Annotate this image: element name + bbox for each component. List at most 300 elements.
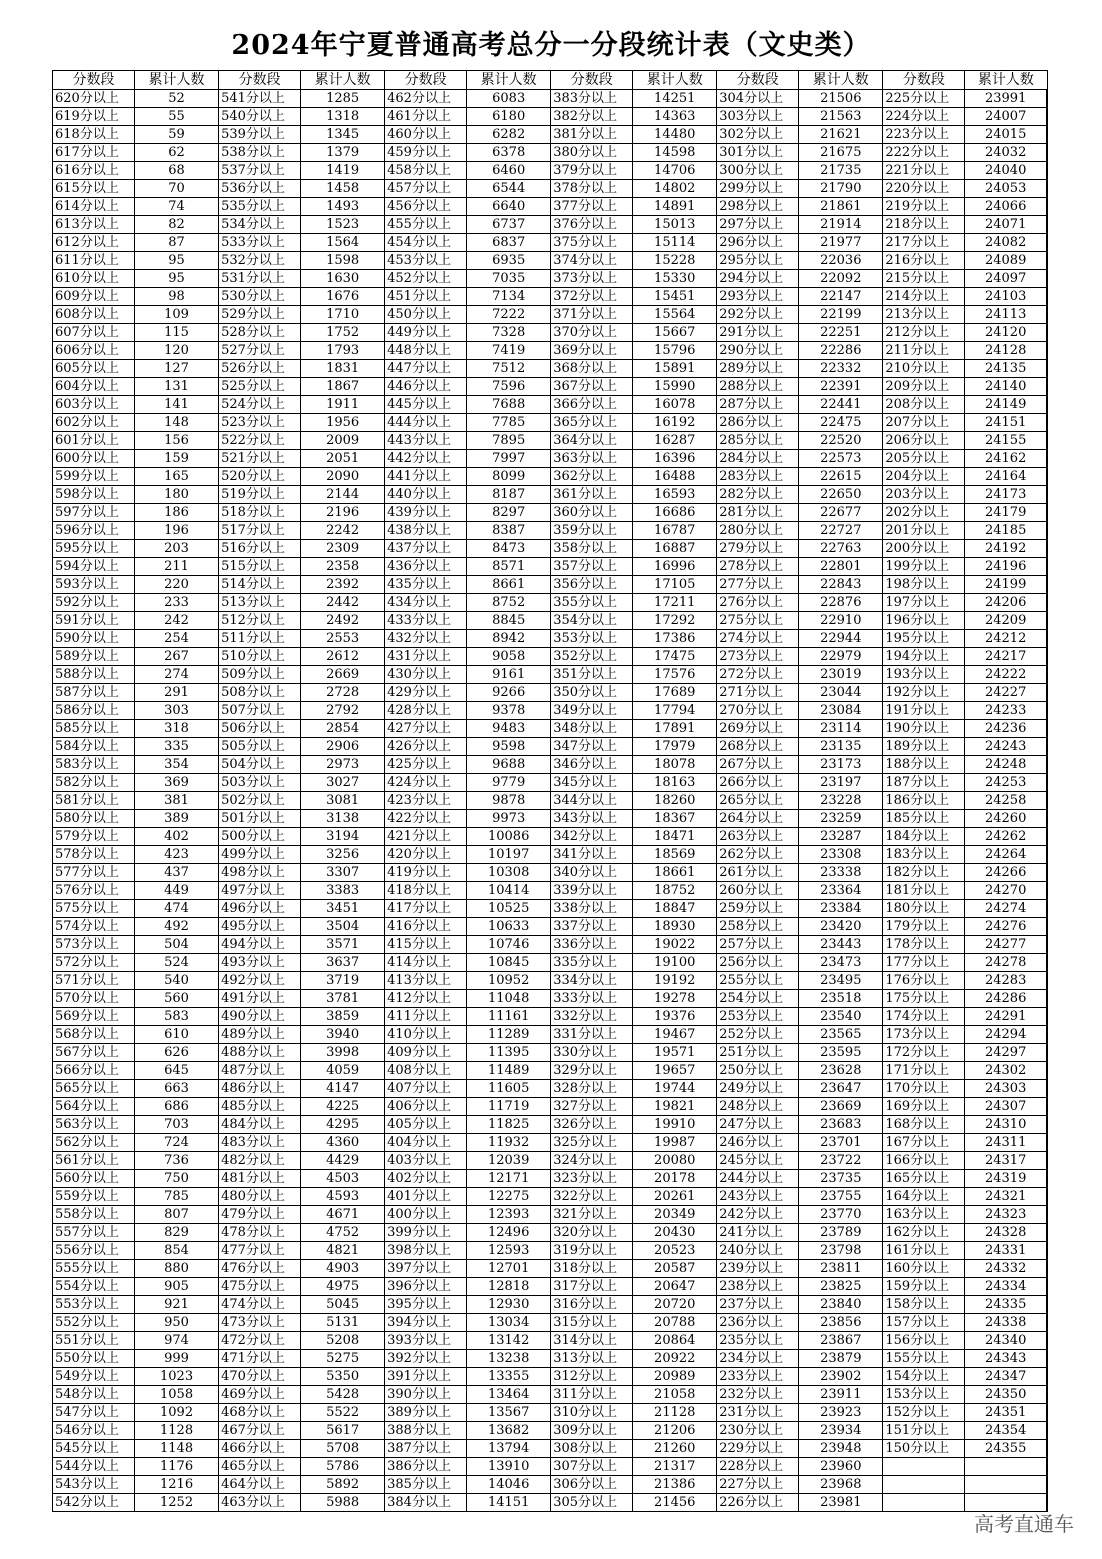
cumulative-count-cell: 17292 xyxy=(633,612,717,630)
cumulative-count-cell: 13682 xyxy=(467,1422,551,1440)
cumulative-count-cell: 20587 xyxy=(633,1260,717,1278)
score-segment-cell: 506分以上 xyxy=(219,720,301,738)
score-segment-cell: 160分以上 xyxy=(883,1260,965,1278)
cumulative-count-cell: 203 xyxy=(135,540,219,558)
score-segment-cell: 248分以上 xyxy=(717,1098,799,1116)
score-segment-cell: 326分以上 xyxy=(551,1116,633,1134)
cumulative-count-cell: 3256 xyxy=(301,846,385,864)
table-row xyxy=(53,90,1048,108)
score-segment-cell: 485分以上 xyxy=(219,1098,301,1116)
score-segment-cell: 181分以上 xyxy=(883,882,965,900)
cumulative-count-cell: 11719 xyxy=(467,1098,551,1116)
score-segment-cell: 458分以上 xyxy=(385,162,467,180)
score-segment-cell: 150分以上 xyxy=(883,1440,965,1458)
score-segment-cell: 450分以上 xyxy=(385,306,467,324)
score-segment-cell: 244分以上 xyxy=(717,1170,799,1188)
score-segment-cell: 546分以上 xyxy=(53,1422,135,1440)
cumulative-count-cell: 504 xyxy=(135,936,219,954)
cumulative-count-cell: 22763 xyxy=(799,540,883,558)
score-segment-cell: 442分以上 xyxy=(385,450,467,468)
table-body xyxy=(53,90,1048,1512)
cumulative-count-cell: 70 xyxy=(135,180,219,198)
cumulative-count-cell: 2144 xyxy=(301,486,385,504)
cumulative-count-cell: 120 xyxy=(135,342,219,360)
cumulative-count-cell: 7997 xyxy=(467,450,551,468)
score-segment-cell: 256分以上 xyxy=(717,954,799,972)
cumulative-count-cell: 82 xyxy=(135,216,219,234)
score-segment-cell: 386分以上 xyxy=(385,1458,467,1476)
score-segment-cell: 367分以上 xyxy=(551,378,633,396)
table-row xyxy=(53,144,1048,162)
score-segment-cell: 422分以上 xyxy=(385,810,467,828)
cumulative-count-cell: 1058 xyxy=(135,1386,219,1404)
score-segment-cell: 467分以上 xyxy=(219,1422,301,1440)
cumulative-count-cell: 23902 xyxy=(799,1368,883,1386)
score-segment-cell: 329分以上 xyxy=(551,1062,633,1080)
score-segment-cell: 247分以上 xyxy=(717,1116,799,1134)
cumulative-count-cell: 24173 xyxy=(965,486,1047,504)
table-row xyxy=(53,522,1048,540)
cumulative-count-cell: 23287 xyxy=(799,828,883,846)
cumulative-count-cell: 16396 xyxy=(633,450,717,468)
score-segment-cell: 245分以上 xyxy=(717,1152,799,1170)
cumulative-count-cell: 21914 xyxy=(799,216,883,234)
score-segment-cell: 307分以上 xyxy=(551,1458,633,1476)
cumulative-count-cell: 6544 xyxy=(467,180,551,198)
cumulative-count-cell: 2553 xyxy=(301,630,385,648)
score-segment-cell: 291分以上 xyxy=(717,324,799,342)
cumulative-count-cell: 1598 xyxy=(301,252,385,270)
table-row xyxy=(53,612,1048,630)
score-segment-cell: 478分以上 xyxy=(219,1224,301,1242)
cumulative-count-cell: 127 xyxy=(135,360,219,378)
score-segment-cell: 397分以上 xyxy=(385,1260,467,1278)
score-segment-cell: 589分以上 xyxy=(53,648,135,666)
cumulative-count-cell: 24303 xyxy=(965,1080,1047,1098)
score-segment-cell: 619分以上 xyxy=(53,108,135,126)
table-row xyxy=(53,1278,1048,1296)
cumulative-count-cell: 21861 xyxy=(799,198,883,216)
score-segment-cell: 578分以上 xyxy=(53,846,135,864)
table-row xyxy=(53,234,1048,252)
score-segment-cell: 303分以上 xyxy=(717,108,799,126)
table-row xyxy=(53,900,1048,918)
score-segment-cell: 609分以上 xyxy=(53,288,135,306)
cumulative-count-cell: 22199 xyxy=(799,306,883,324)
score-segment-cell: 168分以上 xyxy=(883,1116,965,1134)
score-segment-cell: 516分以上 xyxy=(219,540,301,558)
cumulative-count-cell: 21317 xyxy=(633,1458,717,1476)
cumulative-count-cell: 24089 xyxy=(965,252,1047,270)
cumulative-count-cell: 18078 xyxy=(633,756,717,774)
score-segment-cell: 370分以上 xyxy=(551,324,633,342)
cumulative-count-cell: 22147 xyxy=(799,288,883,306)
cumulative-count-cell: 14891 xyxy=(633,198,717,216)
cumulative-count-cell: 24317 xyxy=(965,1152,1047,1170)
table-row xyxy=(53,684,1048,702)
cumulative-count-cell: 7688 xyxy=(467,396,551,414)
cumulative-count-cell: 11605 xyxy=(467,1080,551,1098)
score-segment-cell: 600分以上 xyxy=(53,450,135,468)
score-segment-cell: 339分以上 xyxy=(551,882,633,900)
score-segment-cell: 510分以上 xyxy=(219,648,301,666)
cumulative-count-cell: 23960 xyxy=(799,1458,883,1476)
cumulative-count-cell: 2854 xyxy=(301,720,385,738)
score-segment-cell: 427分以上 xyxy=(385,720,467,738)
score-segment-cell: 153分以上 xyxy=(883,1386,965,1404)
cumulative-count-cell: 7328 xyxy=(467,324,551,342)
score-segment-cell: 271分以上 xyxy=(717,684,799,702)
table-row xyxy=(53,738,1048,756)
cumulative-count-cell: 11395 xyxy=(467,1044,551,1062)
cumulative-count-cell: 24334 xyxy=(965,1278,1047,1296)
score-segment-cell: 342分以上 xyxy=(551,828,633,846)
table-row xyxy=(53,288,1048,306)
cumulative-count-cell: 1252 xyxy=(135,1494,219,1512)
score-segment-cell: 242分以上 xyxy=(717,1206,799,1224)
score-segment-cell: 337分以上 xyxy=(551,918,633,936)
cumulative-count-cell: 6640 xyxy=(467,198,551,216)
score-segment-cell: 415分以上 xyxy=(385,936,467,954)
cumulative-count-cell: 19192 xyxy=(633,972,717,990)
table-row xyxy=(53,1062,1048,1080)
cumulative-count-cell: 15990 xyxy=(633,378,717,396)
score-segment-cell: 209分以上 xyxy=(883,378,965,396)
cumulative-count-cell: 1752 xyxy=(301,324,385,342)
score-segment-cell: 322分以上 xyxy=(551,1188,633,1206)
score-segment-cell: 464分以上 xyxy=(219,1476,301,1494)
score-segment-cell: 523分以上 xyxy=(219,414,301,432)
table-row xyxy=(53,1134,1048,1152)
cumulative-count-cell: 16593 xyxy=(633,486,717,504)
cumulative-count-cell: 18847 xyxy=(633,900,717,918)
score-segment-cell: 187分以上 xyxy=(883,774,965,792)
table-row xyxy=(53,540,1048,558)
cumulative-count-cell: 20922 xyxy=(633,1350,717,1368)
cumulative-count-cell: 24347 xyxy=(965,1368,1047,1386)
table-row xyxy=(53,504,1048,522)
score-segment-cell: 538分以上 xyxy=(219,144,301,162)
score-segment-cell: 186分以上 xyxy=(883,792,965,810)
cumulative-count-cell: 1148 xyxy=(135,1440,219,1458)
cumulative-count-cell: 11048 xyxy=(467,990,551,1008)
score-segment-cell: 565分以上 xyxy=(53,1080,135,1098)
score-segment-cell: 383分以上 xyxy=(551,90,633,108)
cumulative-count-cell: 4429 xyxy=(301,1152,385,1170)
header-cumulative: 累计人数 xyxy=(135,71,219,90)
cumulative-count-cell: 24354 xyxy=(965,1422,1047,1440)
cumulative-count-cell: 7134 xyxy=(467,288,551,306)
score-segment-cell: 206分以上 xyxy=(883,432,965,450)
cumulative-count-cell: 17475 xyxy=(633,648,717,666)
score-segment-cell: 393分以上 xyxy=(385,1332,467,1350)
table-row xyxy=(53,1098,1048,1116)
header-segment: 分数段 xyxy=(385,71,467,90)
cumulative-count-cell: 807 xyxy=(135,1206,219,1224)
table-row xyxy=(53,702,1048,720)
header-cumulative: 累计人数 xyxy=(301,71,385,90)
cumulative-count-cell: 15564 xyxy=(633,306,717,324)
score-segment-cell: 470分以上 xyxy=(219,1368,301,1386)
score-segment-cell: 273分以上 xyxy=(717,648,799,666)
score-segment-cell: 507分以上 xyxy=(219,702,301,720)
cumulative-count-cell: 5275 xyxy=(301,1350,385,1368)
score-segment-cell: 190分以上 xyxy=(883,720,965,738)
cumulative-count-cell: 2792 xyxy=(301,702,385,720)
score-segment-cell: 392分以上 xyxy=(385,1350,467,1368)
score-segment-cell: 441分以上 xyxy=(385,468,467,486)
cumulative-count-cell: 24340 xyxy=(965,1332,1047,1350)
cumulative-count-cell: 1867 xyxy=(301,378,385,396)
score-segment-cell: 486分以上 xyxy=(219,1080,301,1098)
cumulative-count-cell: 950 xyxy=(135,1314,219,1332)
cumulative-count-cell: 1318 xyxy=(301,108,385,126)
cumulative-count-cell: 148 xyxy=(135,414,219,432)
cumulative-count-cell: 12496 xyxy=(467,1224,551,1242)
cumulative-count-cell: 2090 xyxy=(301,468,385,486)
cumulative-count-cell: 11825 xyxy=(467,1116,551,1134)
score-segment-cell: 601分以上 xyxy=(53,432,135,450)
score-segment-cell: 320分以上 xyxy=(551,1224,633,1242)
score-segment-cell: 592分以上 xyxy=(53,594,135,612)
cumulative-count-cell: 23044 xyxy=(799,684,883,702)
cumulative-count-cell: 24260 xyxy=(965,810,1047,828)
cumulative-count-cell: 1564 xyxy=(301,234,385,252)
cumulative-count-cell: 21977 xyxy=(799,234,883,252)
cumulative-count-cell: 22092 xyxy=(799,270,883,288)
score-segment-cell: 545分以上 xyxy=(53,1440,135,1458)
cumulative-count-cell: 22391 xyxy=(799,378,883,396)
cumulative-count-cell: 24236 xyxy=(965,720,1047,738)
score-segment-cell: 309分以上 xyxy=(551,1422,633,1440)
score-segment-cell: 563分以上 xyxy=(53,1116,135,1134)
cumulative-count-cell xyxy=(965,1458,1047,1476)
cumulative-count-cell: 22727 xyxy=(799,522,883,540)
score-segment-cell: 498分以上 xyxy=(219,864,301,882)
cumulative-count-cell: 4147 xyxy=(301,1080,385,1098)
cumulative-count-cell: 3504 xyxy=(301,918,385,936)
cumulative-count-cell: 16287 xyxy=(633,432,717,450)
cumulative-count-cell: 12275 xyxy=(467,1188,551,1206)
cumulative-count-cell: 24302 xyxy=(965,1062,1047,1080)
score-segment-cell: 314分以上 xyxy=(551,1332,633,1350)
score-segment-cell: 400分以上 xyxy=(385,1206,467,1224)
score-segment-cell: 183分以上 xyxy=(883,846,965,864)
score-segment-cell: 232分以上 xyxy=(717,1386,799,1404)
score-segment-cell: 389分以上 xyxy=(385,1404,467,1422)
cumulative-count-cell: 402 xyxy=(135,828,219,846)
table-row xyxy=(53,792,1048,810)
cumulative-count-cell: 24243 xyxy=(965,738,1047,756)
score-segment-cell: 350分以上 xyxy=(551,684,633,702)
cumulative-count-cell: 17891 xyxy=(633,720,717,738)
cumulative-count-cell: 267 xyxy=(135,648,219,666)
score-segment-cell: 184分以上 xyxy=(883,828,965,846)
cumulative-count-cell: 4360 xyxy=(301,1134,385,1152)
cumulative-count-cell: 19987 xyxy=(633,1134,717,1152)
cumulative-count-cell: 10845 xyxy=(467,954,551,972)
cumulative-count-cell: 115 xyxy=(135,324,219,342)
cumulative-count-cell: 14046 xyxy=(467,1476,551,1494)
score-segment-cell: 198分以上 xyxy=(883,576,965,594)
cumulative-count-cell: 5522 xyxy=(301,1404,385,1422)
score-segment-cell: 537分以上 xyxy=(219,162,301,180)
cumulative-count-cell: 14151 xyxy=(467,1494,551,1512)
score-segment-cell: 193分以上 xyxy=(883,666,965,684)
cumulative-count-cell: 24222 xyxy=(965,666,1047,684)
score-segment-cell: 527分以上 xyxy=(219,342,301,360)
table-row xyxy=(53,1026,1048,1044)
score-segment-cell: 321分以上 xyxy=(551,1206,633,1224)
cumulative-count-cell: 21675 xyxy=(799,144,883,162)
cumulative-count-cell: 3027 xyxy=(301,774,385,792)
table-row xyxy=(53,162,1048,180)
cumulative-count-cell: 23173 xyxy=(799,756,883,774)
score-segment-cell: 541分以上 xyxy=(219,90,301,108)
score-segment-cell: 500分以上 xyxy=(219,828,301,846)
score-segment-cell: 283分以上 xyxy=(717,468,799,486)
score-segment-cell: 508分以上 xyxy=(219,684,301,702)
cumulative-count-cell: 11289 xyxy=(467,1026,551,1044)
score-segment-cell: 491分以上 xyxy=(219,990,301,1008)
cumulative-count-cell: 11932 xyxy=(467,1134,551,1152)
cumulative-count-cell: 24258 xyxy=(965,792,1047,810)
score-segment-cell: 521分以上 xyxy=(219,450,301,468)
score-segment-cell: 528分以上 xyxy=(219,324,301,342)
score-segment-cell: 356分以上 xyxy=(551,576,633,594)
cumulative-count-cell: 14598 xyxy=(633,144,717,162)
score-segment-cell: 293分以上 xyxy=(717,288,799,306)
cumulative-count-cell: 17576 xyxy=(633,666,717,684)
cumulative-count-cell: 24270 xyxy=(965,882,1047,900)
cumulative-count-cell: 8387 xyxy=(467,522,551,540)
score-segment-cell: 287分以上 xyxy=(717,396,799,414)
score-segment-cell: 511分以上 xyxy=(219,630,301,648)
score-segment-cell: 594分以上 xyxy=(53,558,135,576)
score-segment-cell: 156分以上 xyxy=(883,1332,965,1350)
score-segment-cell: 566分以上 xyxy=(53,1062,135,1080)
table-row xyxy=(53,216,1048,234)
cumulative-count-cell: 23364 xyxy=(799,882,883,900)
score-segment-cell: 408分以上 xyxy=(385,1062,467,1080)
cumulative-count-cell: 2392 xyxy=(301,576,385,594)
cumulative-count-cell: 19744 xyxy=(633,1080,717,1098)
score-segment-cell: 176分以上 xyxy=(883,972,965,990)
score-segment-cell: 605分以上 xyxy=(53,360,135,378)
cumulative-count-cell: 23420 xyxy=(799,918,883,936)
cumulative-count-cell: 4821 xyxy=(301,1242,385,1260)
cumulative-count-cell: 24321 xyxy=(965,1188,1047,1206)
score-segment-cell: 204分以上 xyxy=(883,468,965,486)
cumulative-count-cell: 23867 xyxy=(799,1332,883,1350)
score-segment-cell: 617分以上 xyxy=(53,144,135,162)
score-segment-cell: 275分以上 xyxy=(717,612,799,630)
score-segment-cell: 165分以上 xyxy=(883,1170,965,1188)
score-segment-cell: 377分以上 xyxy=(551,198,633,216)
cumulative-count-cell: 18471 xyxy=(633,828,717,846)
score-segment-cell: 574分以上 xyxy=(53,918,135,936)
cumulative-count-cell: 22650 xyxy=(799,486,883,504)
cumulative-count-cell: 141 xyxy=(135,396,219,414)
cumulative-count-cell: 52 xyxy=(135,90,219,108)
cumulative-count-cell: 4752 xyxy=(301,1224,385,1242)
score-segment-cell: 325分以上 xyxy=(551,1134,633,1152)
cumulative-count-cell: 18930 xyxy=(633,918,717,936)
cumulative-count-cell: 24332 xyxy=(965,1260,1047,1278)
cumulative-count-cell: 21790 xyxy=(799,180,883,198)
cumulative-count-cell: 2009 xyxy=(301,432,385,450)
score-segment-cell: 598分以上 xyxy=(53,486,135,504)
score-segment-cell: 270分以上 xyxy=(717,702,799,720)
score-segment-cell: 369分以上 xyxy=(551,342,633,360)
score-segment-cell: 481分以上 xyxy=(219,1170,301,1188)
score-segment-cell: 547分以上 xyxy=(53,1404,135,1422)
score-segment-cell: 330分以上 xyxy=(551,1044,633,1062)
cumulative-count-cell: 24311 xyxy=(965,1134,1047,1152)
cumulative-count-cell: 22441 xyxy=(799,396,883,414)
score-segment-cell: 616分以上 xyxy=(53,162,135,180)
score-segment-cell: 490分以上 xyxy=(219,1008,301,1026)
score-segment-cell: 550分以上 xyxy=(53,1350,135,1368)
cumulative-count-cell: 474 xyxy=(135,900,219,918)
cumulative-count-cell: 9058 xyxy=(467,648,551,666)
score-segment-cell: 282分以上 xyxy=(717,486,799,504)
cumulative-count-cell: 165 xyxy=(135,468,219,486)
cumulative-count-cell: 3383 xyxy=(301,882,385,900)
score-segment-cell: 167分以上 xyxy=(883,1134,965,1152)
score-segment-cell: 346分以上 xyxy=(551,756,633,774)
cumulative-count-cell: 8473 xyxy=(467,540,551,558)
score-segment-cell: 243分以上 xyxy=(717,1188,799,1206)
score-segment-cell: 216分以上 xyxy=(883,252,965,270)
table-row xyxy=(53,180,1048,198)
cumulative-count-cell: 18260 xyxy=(633,792,717,810)
table-row xyxy=(53,1170,1048,1188)
score-segment-cell: 440分以上 xyxy=(385,486,467,504)
cumulative-count-cell: 1956 xyxy=(301,414,385,432)
score-segment-cell: 558分以上 xyxy=(53,1206,135,1224)
score-segment-cell: 182分以上 xyxy=(883,864,965,882)
cumulative-count-cell: 19821 xyxy=(633,1098,717,1116)
cumulative-count-cell: 7512 xyxy=(467,360,551,378)
score-segment-cell: 220分以上 xyxy=(883,180,965,198)
score-segment-cell: 501分以上 xyxy=(219,810,301,828)
score-segment-cell: 571分以上 xyxy=(53,972,135,990)
score-segment-cell: 544分以上 xyxy=(53,1458,135,1476)
cumulative-count-cell: 3781 xyxy=(301,990,385,1008)
score-segment-cell: 570分以上 xyxy=(53,990,135,1008)
cumulative-count-cell: 7222 xyxy=(467,306,551,324)
cumulative-count-cell: 22843 xyxy=(799,576,883,594)
cumulative-count-cell: 16686 xyxy=(633,504,717,522)
score-segment-cell: 376分以上 xyxy=(551,216,633,234)
cumulative-count-cell: 9161 xyxy=(467,666,551,684)
cumulative-count-cell: 23308 xyxy=(799,846,883,864)
score-segment-cell: 180分以上 xyxy=(883,900,965,918)
score-segment-cell: 399分以上 xyxy=(385,1224,467,1242)
cumulative-count-cell: 2612 xyxy=(301,648,385,666)
cumulative-count-cell: 24082 xyxy=(965,234,1047,252)
score-segment-cell: 363分以上 xyxy=(551,450,633,468)
score-segment-cell: 229分以上 xyxy=(717,1440,799,1458)
score-segment-cell: 524分以上 xyxy=(219,396,301,414)
score-segment-cell: 177分以上 xyxy=(883,954,965,972)
cumulative-count-cell: 6737 xyxy=(467,216,551,234)
cumulative-count-cell: 1493 xyxy=(301,198,385,216)
score-segment-cell: 364分以上 xyxy=(551,432,633,450)
score-segment-cell: 593分以上 xyxy=(53,576,135,594)
score-segment-cell: 250分以上 xyxy=(717,1062,799,1080)
